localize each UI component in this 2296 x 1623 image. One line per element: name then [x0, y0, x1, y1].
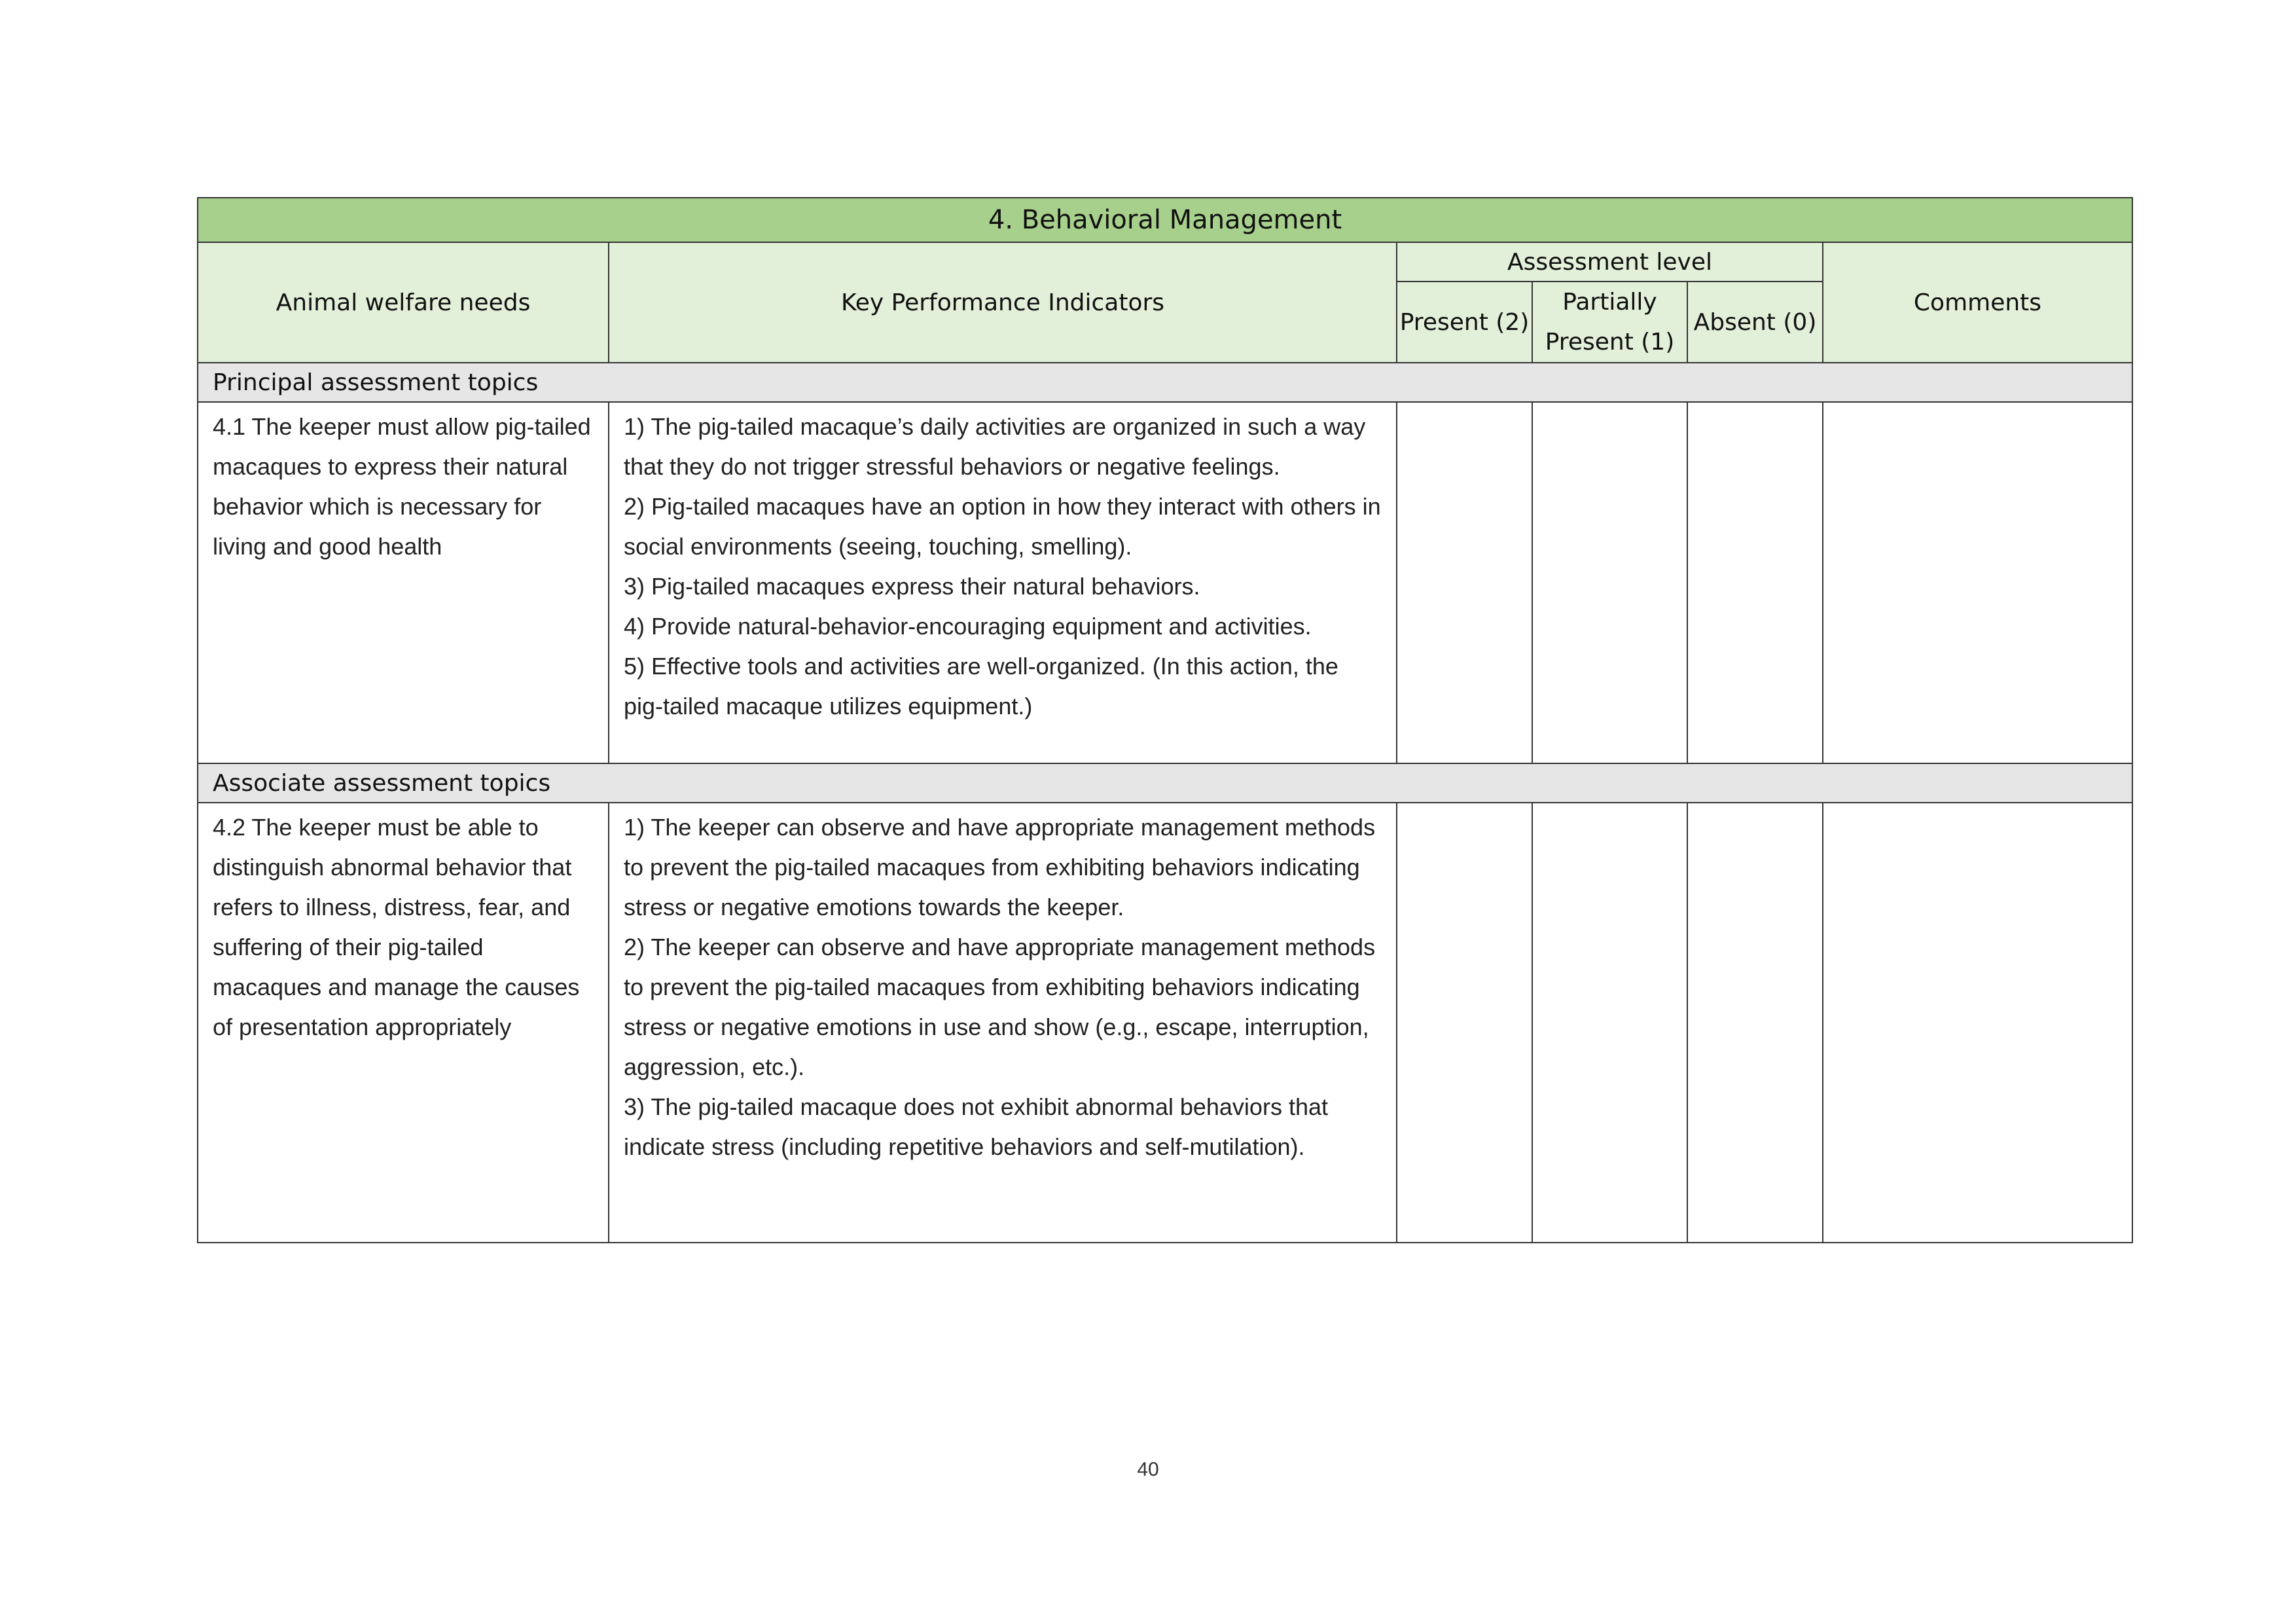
header-assessment-level: Assessment level: [1397, 242, 1823, 282]
header-partially-present: Partially Present (1): [1532, 282, 1687, 363]
header-absent: Absent (0): [1687, 282, 1823, 363]
table-row: [198, 803, 2132, 1243]
list-item: 3) The pig-tailed macaque does not exhibit abnormal behaviors that indicate stress (including repetitive behaviors and self-mutilation).: [624, 1093, 1328, 1160]
associate-section-label: Associate assessment topics: [198, 763, 2132, 803]
table-row: [198, 402, 2132, 763]
table-title-row: [198, 198, 2132, 242]
associate-comments-cell[interactable]: [1823, 803, 2132, 1243]
list-item: 2) The keeper can observe and have appropriate management methods to prevent the pig-tailed macaques from exhibiting behaviors indicating stress or negative emotions in use and show (e.g., escape, interruption, aggression, etc.).: [624, 934, 1376, 1080]
principal-section-label: Principal assessment topics: [198, 363, 2132, 402]
associate-need: 4.2 The keeper must be able to distinguish abnormal behavior that refers to illness, distress, fear, and suffering of their pig-tailed macaques and manage the causes of presentation appropriately: [198, 803, 609, 1243]
list-item: 4) Provide natural-behavior-encouraging equipment and activities.: [624, 613, 1312, 640]
associate-kpi-list: [609, 803, 1397, 1243]
list-item: 1) The keeper can observe and have appropriate management methods to prevent the pig-tailed macaques from exhibiting behaviors indicating stress or negative emotions towards the keeper.: [624, 814, 1376, 921]
list-item: 5) Effective tools and activities are well-organized. (In this action, the pig-tailed macaque utilizes equipment.): [624, 653, 1338, 720]
associate-partially-present-cell[interactable]: [1532, 803, 1687, 1243]
list-item: 2) Pig-tailed macaques have an option in how they interact with others in social environments (seeing, touching, smelling).: [624, 493, 1381, 560]
header-comments: Comments: [1823, 242, 2132, 363]
principal-kpi-list: [609, 402, 1397, 763]
principal-partially-present-cell[interactable]: [1532, 402, 1687, 763]
header-kpi: Key Performance Indicators: [609, 242, 1397, 363]
page-number: 40: [1137, 1459, 1159, 1480]
behavioral-management-table: [197, 197, 2133, 1243]
principal-comments-cell[interactable]: [1823, 402, 2132, 763]
header-row-top: [198, 242, 2132, 282]
principal-present-cell[interactable]: [1397, 402, 1532, 763]
section-title: 4. Behavioral Management: [198, 198, 2132, 242]
header-present: Present (2): [1397, 282, 1532, 363]
associate-absent-cell[interactable]: [1687, 803, 1823, 1243]
principal-section-row: [198, 363, 2132, 402]
principal-need: 4.1 The keeper must allow pig-tailed macaques to express their natural behavior which is necessary for living and good health: [198, 402, 609, 763]
list-item: 1) The pig-tailed macaque’s daily activities are organized in such a way that they do not trigger stressful behaviors or negative feelings.: [624, 413, 1366, 480]
principal-absent-cell[interactable]: [1687, 402, 1823, 763]
list-item: 3) Pig-tailed macaques express their natural behaviors.: [624, 573, 1200, 600]
associate-present-cell[interactable]: [1397, 803, 1532, 1243]
header-animal-welfare-needs: Animal welfare needs: [198, 242, 609, 363]
associate-section-row: [198, 763, 2132, 803]
